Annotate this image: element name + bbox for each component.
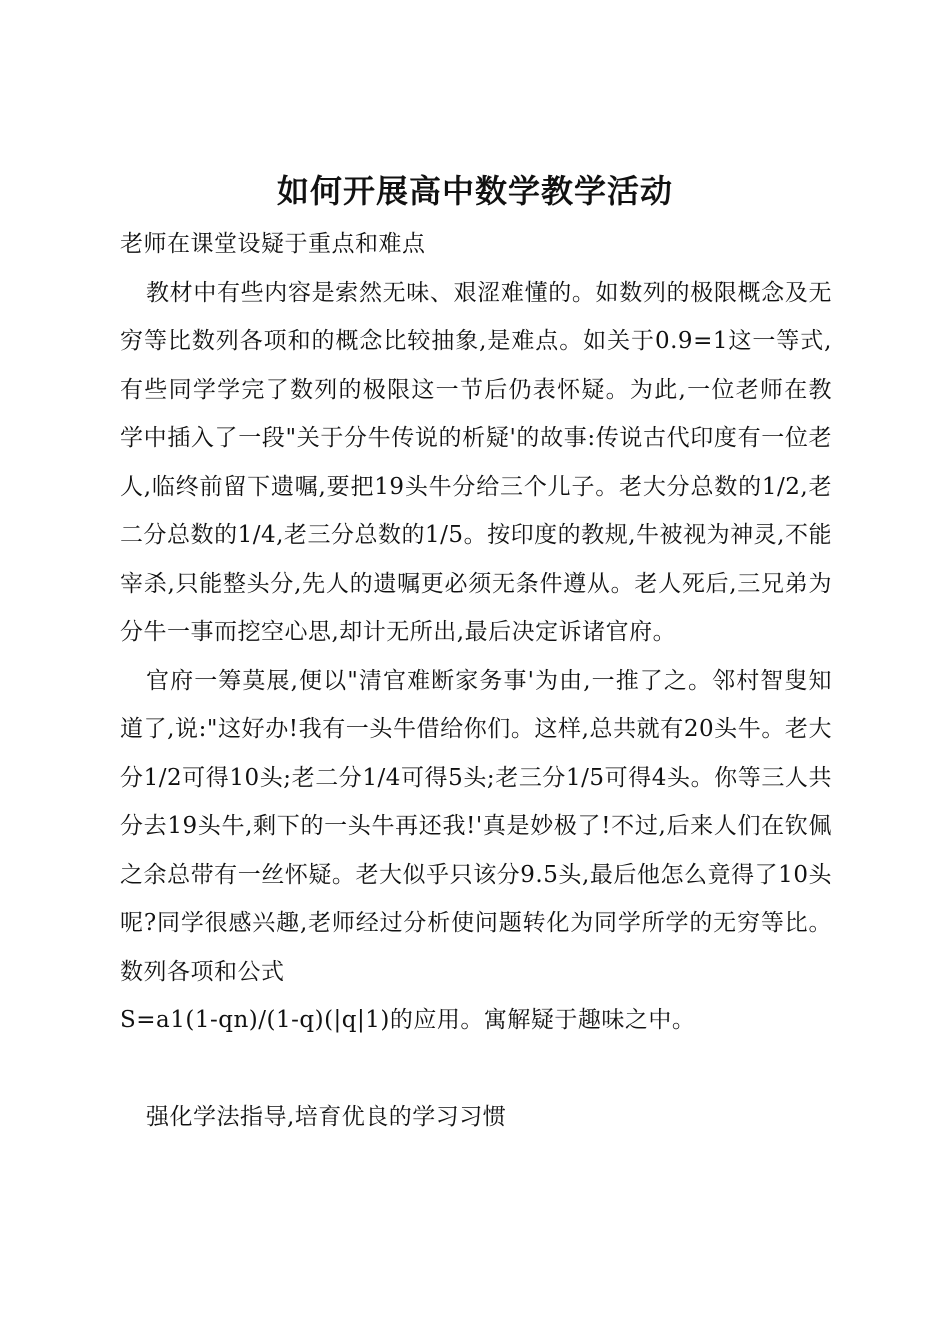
section-heading: 强化学法指导,培育优良的学习习惯 <box>146 1103 507 1130</box>
body-paragraph: 教材中有些内容是索然无味、艰涩难懂的。如数列的极限概念及无穷等比数列各项和的概念比较抽象,是难点。如关于0.9=1这一等式,有些同学学完了数列的极限这一节后仍表怀疑。为此,一位老师在教学中插入了一段"关于分牛传说的析疑'的故事:传说古代印度有一位老人,临终前留下遗嘱,要把19头牛分给三个儿子。老大分总数的1/2,老二分总数的1/4,老三分总数的1/5。按印度的教规,牛被视为神灵,不能宰杀,只能整头分,先人的遗嘱更必须无条件遵从。老人死后,三兄弟为分牛一事而挖空心思,却计无所出,最后决定诉诸官府。 <box>120 279 832 645</box>
body-paragraph: 官府一筹莫展,便以"清官难断家务事'为由,一推了之。邻村智叟知道了,说:"这好办!我有一头牛借给你们。这样,总共就有20头牛。老大分1/2可得10头;老二分1/4可得5头;老三分1/5可得4头。你等三人共分去19头牛,剩下的一头牛再还我!'真是妙极了!不过,后来人们在钦佩之余总带有一丝怀疑。老大似乎只该分9.5头,最后他怎么竟得了10头呢?同学很感兴趣,老师经过分析使问题转化为同学所学的无穷等比。 数列各项和公式 <box>120 667 832 985</box>
paragraph-spacer <box>120 1045 832 1093</box>
section-heading: 老师在课堂设疑于重点和难点 <box>120 231 426 257</box>
document-body <box>120 220 832 1141</box>
document-title: 如何开展高中数学教学活动 <box>276 172 673 211</box>
formula-line: S=a1(1-qn)/(1-q)(|q|1)的应用。寓解疑于趣味之中。 <box>120 1007 696 1033</box>
